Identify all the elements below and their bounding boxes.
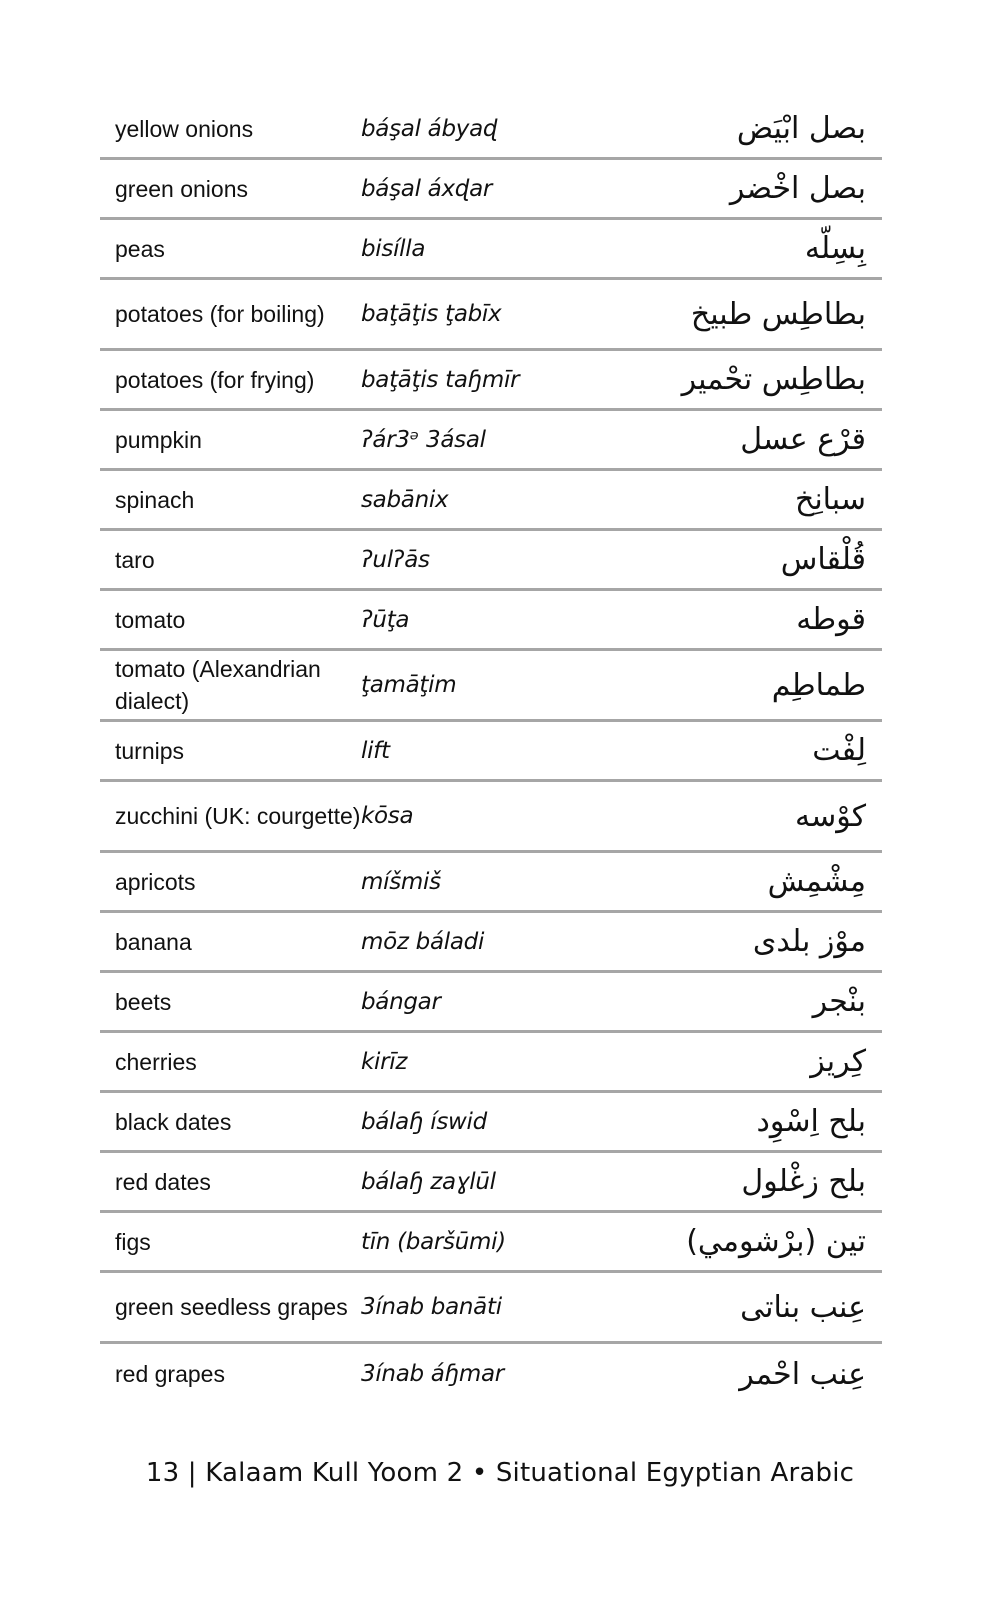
english-term: figs [115,1228,151,1255]
english-term: beets [115,988,172,1015]
english-term: pumpkin [115,426,202,453]
transliteration: bálaɧ íswid [361,1108,487,1135]
table-row [100,411,882,471]
english-term: black dates [115,1108,232,1135]
page-footer: 13 | Kalaam Kull Yoom 2 • Situational Egyptian Arabic [145,1458,855,1488]
transliteration: bángar [361,988,441,1015]
table-row [100,973,882,1033]
english-term: turnips [115,737,185,764]
transliteration: míšmiš [361,868,441,895]
english-term: cherries [115,1048,197,1075]
transliteration: baţāţis taɧmīr [361,366,520,393]
arabic-term: بطاطِس طبيخ [690,296,866,332]
arabic-term: لِفْت [812,733,866,768]
table-row [100,1153,882,1213]
english-term: potatoes (for frying) [115,366,315,393]
english-term: spinach [115,486,195,513]
arabic-term: كِريز [810,1044,866,1079]
english-term: tomato [115,606,186,633]
arabic-term: كوْسه [794,798,866,834]
arabic-term: موْز بلدى [752,924,866,959]
table-row [100,280,882,351]
arabic-term: عِنب احْمر [739,1356,866,1392]
table-row [100,531,882,591]
arabic-term: قرْع عسل [740,422,866,457]
english-term: green seedless grapes [115,1294,348,1320]
transliteration: mōz báladi [361,928,485,955]
transliteration: ţamāţim [361,672,457,698]
arabic-term: طماطِم [771,667,866,703]
arabic-term: مِشْمِش [767,864,866,899]
table-row [100,1093,882,1153]
transliteration: ʔár3ᵊ 3ásal [361,426,486,453]
arabic-term: بلح اِسْوِد [756,1104,866,1139]
arabic-term: بصل اخْضر [729,171,866,206]
table-row [100,471,882,531]
transliteration: báşal áxɖar [361,175,493,202]
transliteration: lift [361,737,390,764]
table-row [100,100,882,160]
table-row [100,853,882,913]
table-row [100,1033,882,1093]
table-row [100,651,882,722]
transliteration: 3ínab banāti [361,1294,502,1320]
transliteration: bálaɧ zaɣlūl [361,1168,496,1195]
table-row [100,782,882,853]
arabic-term: بنْجر [812,984,866,1019]
transliteration: ʔulʔās [361,546,430,573]
table-row [100,1273,882,1344]
english-term: tomato (Alexandrian dialect) [115,656,321,714]
english-term: peas [115,235,165,262]
table-row [100,1344,882,1404]
english-term: banana [115,928,192,955]
arabic-term: بطاطِس تحْمير [681,362,866,397]
arabic-term: بصل ابْيَض [736,111,866,146]
table-row [100,160,882,220]
arabic-term: بلح زغْلول [741,1164,866,1199]
table-row [100,351,882,411]
table-row [100,591,882,651]
arabic-term: قوطه [796,602,866,637]
english-term: yellow onions [115,115,254,142]
english-term: zucchini (UK: courgette) [115,803,361,829]
arabic-term: عِنب بناتى [740,1289,866,1325]
transliteration: kirīz [361,1048,408,1075]
table-row [100,220,882,280]
english-term: red grapes [115,1361,225,1387]
transliteration: 3ínab áɧmar [361,1361,504,1387]
transliteration: baţāţis ţabīx [361,301,502,327]
arabic-term: قُلْقاس [780,542,866,577]
table-row [100,1213,882,1273]
transliteration: kōsa [361,803,414,829]
arabic-term: تين (برْشومي) [686,1224,866,1259]
transliteration: ʔūţa [361,606,410,633]
english-term: potatoes (for boiling) [115,301,325,327]
english-term: red dates [115,1168,211,1195]
table-row [100,913,882,973]
transliteration: báşal ábyaɖ [361,115,498,142]
transliteration: sabānix [361,486,449,513]
table-row [100,722,882,782]
english-term: taro [115,546,155,573]
vocabulary-table [100,100,882,1404]
arabic-term: سبانِخ [794,482,866,517]
english-term: apricots [115,868,196,895]
transliteration: bisílla [361,235,426,262]
arabic-term: بِسِلّه [804,231,866,266]
english-term: green onions [115,175,248,202]
transliteration: tīn (baršūmi) [361,1228,506,1255]
